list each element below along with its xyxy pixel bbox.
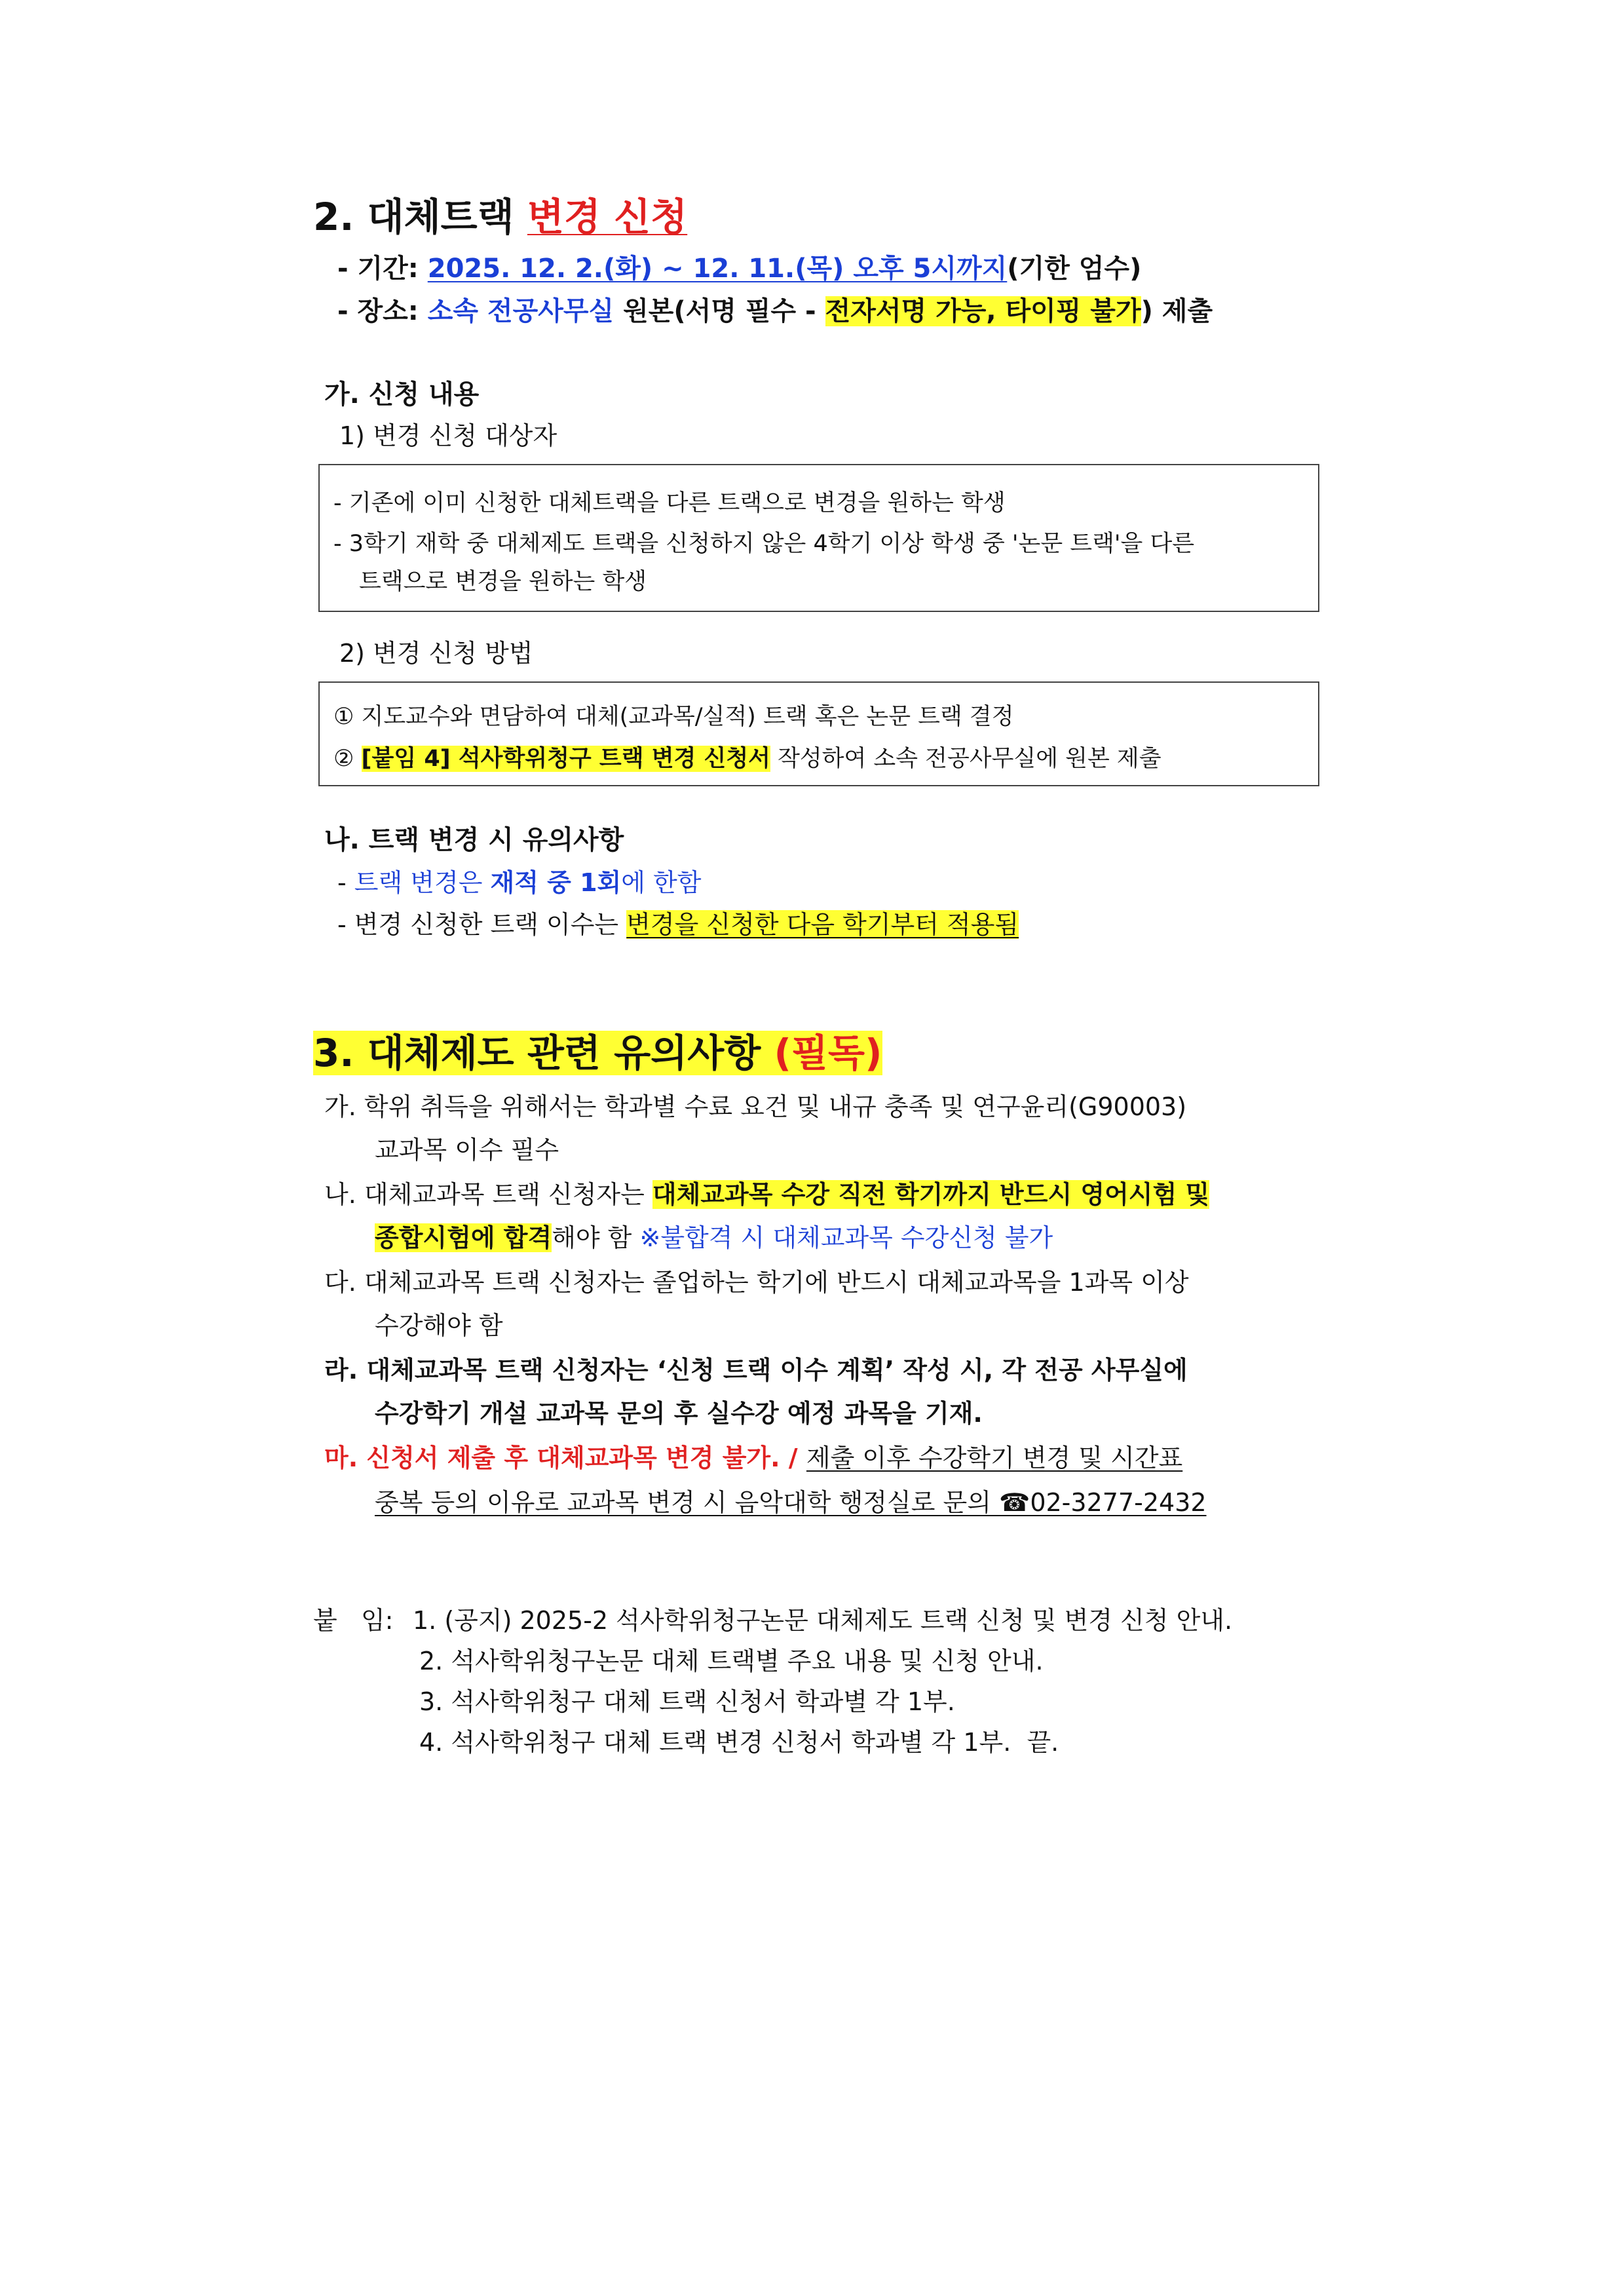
section2-heading-prefix: 2. 대체트랙: [313, 195, 527, 239]
period-suffix: (기한 엄수): [1007, 254, 1142, 284]
place-mid: 원본(서명 필수 -: [614, 296, 825, 326]
note-ga-line2: 교과목 이수 필수: [375, 1136, 559, 1164]
note-ma-underlined-2: 중복 등의 이유로 교과목 변경 시 음악대학 행정실로 문의 ☎02-3277-2432: [375, 1488, 1207, 1517]
na-item-2: [337, 904, 1019, 940]
attachment-item-3: 3. 석사학위청구 대체 트랙 신청서 학과별 각 1부.: [419, 1687, 955, 1716]
note-na-prefix: 나. 대체교과목 트랙 신청자는: [324, 1180, 652, 1209]
period-line: [337, 248, 1141, 285]
na-title: 나. 트랙 변경 시 유의사항: [324, 825, 624, 855]
note-na-highlight-1: 대체교과목 수강 직전 학기까지 반드시 영어시험 및: [652, 1180, 1210, 1209]
target-item-1: - 기존에 이미 신청한 대체트랙을 다른 트랙으로 변경을 원하는 학생: [333, 490, 1006, 516]
note-na-note: ※불합격 시 대체교과목 수강신청 불가: [639, 1223, 1053, 1252]
na-item-1-prefix: -: [337, 868, 354, 897]
target-box: [318, 464, 1319, 612]
method-item-2-suffix: 작성하여 소속 전공사무실에 원본 제출: [770, 746, 1161, 772]
attachments-label: 붙 임:: [313, 1606, 402, 1635]
section3-heading: [313, 1022, 882, 1077]
note-ma-red: 마. 신청서 제출 후 대체교과목 변경 불가. /: [324, 1444, 806, 1472]
method-item-2: [333, 740, 1161, 773]
method-item-2-highlight: [붙임 4] 석사학위청구 트랙 변경 신청서: [361, 746, 770, 772]
note-na-mid: 해야 함: [552, 1223, 640, 1252]
note-ga-line1: 가. 학위 취득을 위해서는 학과별 수료 요건 및 내규 충족 및 연구윤리(G90003): [324, 1092, 1187, 1121]
attachment-item-4: 4. 석사학위청구 대체 트랙 변경 신청서 학과별 각 1부. 끝.: [419, 1728, 1059, 1757]
period-value: 2025. 12. 2.(화) ~ 12. 11.(목) 오후 5시까지: [427, 254, 1008, 284]
section2-heading: [313, 186, 687, 241]
place-value: 소속 전공사무실: [427, 296, 614, 326]
section3-heading-emph: (필독): [774, 1031, 882, 1075]
note-ma-line1: [324, 1438, 1182, 1474]
place-highlight: 전자서명 가능, 타이핑 불가: [825, 296, 1141, 326]
ga-title: 가. 신청 내용: [324, 379, 480, 410]
method-item-2-prefix: ②: [333, 746, 362, 772]
na-item-2-highlight: 변경을 신청한 다음 학기부터 적용됨: [626, 910, 1019, 939]
na-item-2-prefix: - 변경 신청한 트랙 이수는: [337, 910, 627, 939]
method-item-1: ① 지도교수와 면담하여 대체(교과목/실적) 트랙 혹은 논문 트랙 결정: [333, 704, 1014, 730]
place-suffix: ) 제출: [1141, 296, 1213, 326]
section3-heading-prefix: 3. 대체제도 관련 유의사항: [313, 1031, 774, 1075]
attachment-item-2: 2. 석사학위청구논문 대체 트랙별 주요 내용 및 신청 안내.: [419, 1647, 1044, 1675]
period-label: - 기간:: [337, 254, 428, 284]
note-na-highlight-2: 종합시험에 합격: [375, 1223, 552, 1252]
note-ra-line2: 수강학기 개설 교과목 문의 후 실수강 예정 과목을 기재.: [375, 1399, 983, 1428]
place-label: - 장소:: [337, 296, 428, 326]
target-item-2-cont: 트랙으로 변경을 원하는 학생: [359, 569, 647, 595]
na-item-1: [337, 862, 701, 898]
section2-heading-emph: 변경 신청: [527, 195, 688, 239]
sub1-title: 1) 변경 신청 대상자: [339, 421, 557, 450]
na-item-1-b: 재적 중 1회: [490, 868, 622, 897]
method-box: [318, 681, 1319, 786]
note-ma-line2: [375, 1482, 1207, 1518]
note-ma-underlined-1: 제출 이후 수강학기 변경 및 시간표: [806, 1444, 1183, 1472]
note-na-line1: [324, 1174, 1209, 1210]
note-na-line2: [375, 1217, 1053, 1253]
note-da-line2: 수강해야 함: [375, 1311, 503, 1340]
na-item-1-a: 트랙 변경은: [354, 868, 491, 897]
sub2-title: 2) 변경 신청 방법: [339, 639, 533, 668]
attachment-item-1: 1. (공지) 2025-2 석사학위청구논문 대체제도 트랙 신청 및 변경 신청 안내.: [413, 1606, 1233, 1635]
note-ra-line1: 라. 대체교과목 트랙 신청자는 ‘신청 트랙 이수 계획’ 작성 시, 각 전공 사무실에: [324, 1356, 1188, 1385]
na-item-1-c: 에 한함: [621, 868, 702, 897]
place-line: [337, 290, 1213, 328]
target-item-2: - 3학기 재학 중 대체제도 트랙을 신청하지 않은 4학기 이상 학생 중 '논문 트랙'을 다른: [333, 531, 1195, 557]
note-da-line1: 다. 대체교과목 트랙 신청자는 졸업하는 학기에 반드시 대체교과목을 1과목 이상: [324, 1268, 1189, 1297]
